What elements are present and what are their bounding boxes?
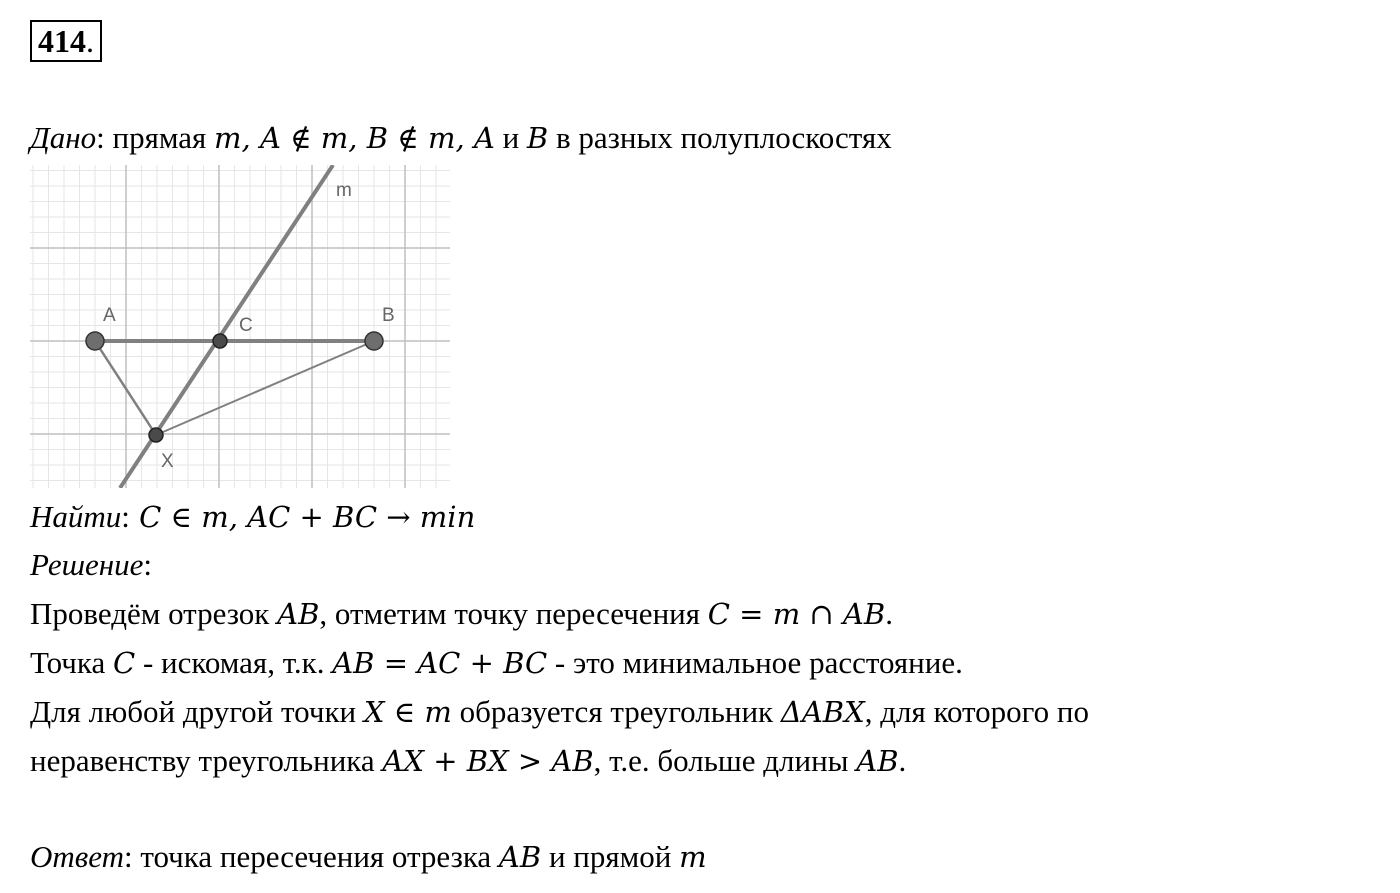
point-c [213, 334, 227, 348]
given-line [30, 118, 892, 158]
point-x [149, 428, 163, 442]
answer-text-2: и прямой [541, 839, 680, 874]
solution-line-4-text-1: неравенству треугольника [30, 743, 383, 778]
solution-line-1 [30, 594, 893, 634]
solution-line-3-math-1: X ∈ m [363, 695, 452, 729]
find-label: Найти [30, 499, 122, 534]
answer-text-1: точка пересечения отрезка [132, 839, 499, 874]
find-colon: : [121, 499, 130, 534]
answer-label: Ответ [30, 839, 124, 874]
solution-line-1-text-3: . [885, 596, 893, 631]
answer-colon: : [123, 839, 133, 874]
label-point-x: X [161, 451, 174, 472]
solution-line-2-text-2: - искомая, т.к. [135, 645, 333, 680]
solution-line-4 [30, 741, 906, 781]
label-point-c: C [239, 315, 253, 336]
solution-label: Решение [30, 547, 144, 582]
solution-line-3 [30, 692, 1089, 732]
solution-line-3-text-2: образуется треугольник [451, 694, 781, 729]
solution-line-1-text-2: , отметим точку пересечения [319, 596, 708, 631]
label-line-m: m [336, 180, 352, 201]
solution-line-4-text-2: , т.е. больше длины [593, 743, 857, 778]
given-colon: : [96, 120, 105, 155]
point-a [86, 332, 104, 350]
solution-line-1-math-1: AB [277, 597, 320, 631]
solution-line-2-math-1: C [113, 646, 136, 680]
solution-line-2-math-2: AB = AC + BC [332, 646, 548, 680]
given-text-3: в разных полуплоскостях [548, 120, 892, 155]
given-text-2: и [494, 120, 527, 155]
given-math-1: m, A ∉ m, B ∉ m, A [214, 121, 495, 155]
find-line [30, 497, 475, 537]
solution-line-2-text-3: - это минимальное расстояние. [547, 645, 963, 680]
problem-number-suffix: . [86, 23, 94, 59]
given-text-1: прямая [104, 120, 215, 155]
solution-line-1-math-2: C = m ∩ AB [707, 597, 886, 631]
find-math: C ∈ m, AC + BC → min [129, 500, 476, 534]
solution-line-2 [30, 643, 963, 683]
solution-line-2-text-1: Точка [30, 645, 113, 680]
solution-line-1-text-1: Проведём отрезок [30, 596, 278, 631]
answer-math-2: m [679, 840, 707, 874]
given-math-2: B [526, 121, 549, 155]
problem-number-value: 414 [38, 23, 86, 59]
given-label: Дано [30, 120, 97, 155]
answer-line [30, 837, 707, 877]
label-point-a: A [103, 305, 116, 326]
solution-heading [30, 545, 152, 585]
solution-line-3-text-1: Для любой другой точки [30, 694, 364, 729]
point-b [365, 332, 383, 350]
solution-line-3-text-3: , для которого по [864, 694, 1089, 729]
label-point-b: B [382, 305, 395, 326]
solution-colon: : [143, 547, 152, 582]
solution-line-3-math-2: ΔABX [780, 695, 865, 729]
solution-line-4-math-2: AB [856, 744, 899, 778]
answer-math-1: AB [498, 840, 542, 874]
solution-line-4-text-3: . [898, 743, 907, 778]
solution-line-4-math-1: AX + BX > AB [382, 744, 594, 778]
problem-number [30, 20, 102, 62]
geometry-figure [30, 165, 450, 488]
